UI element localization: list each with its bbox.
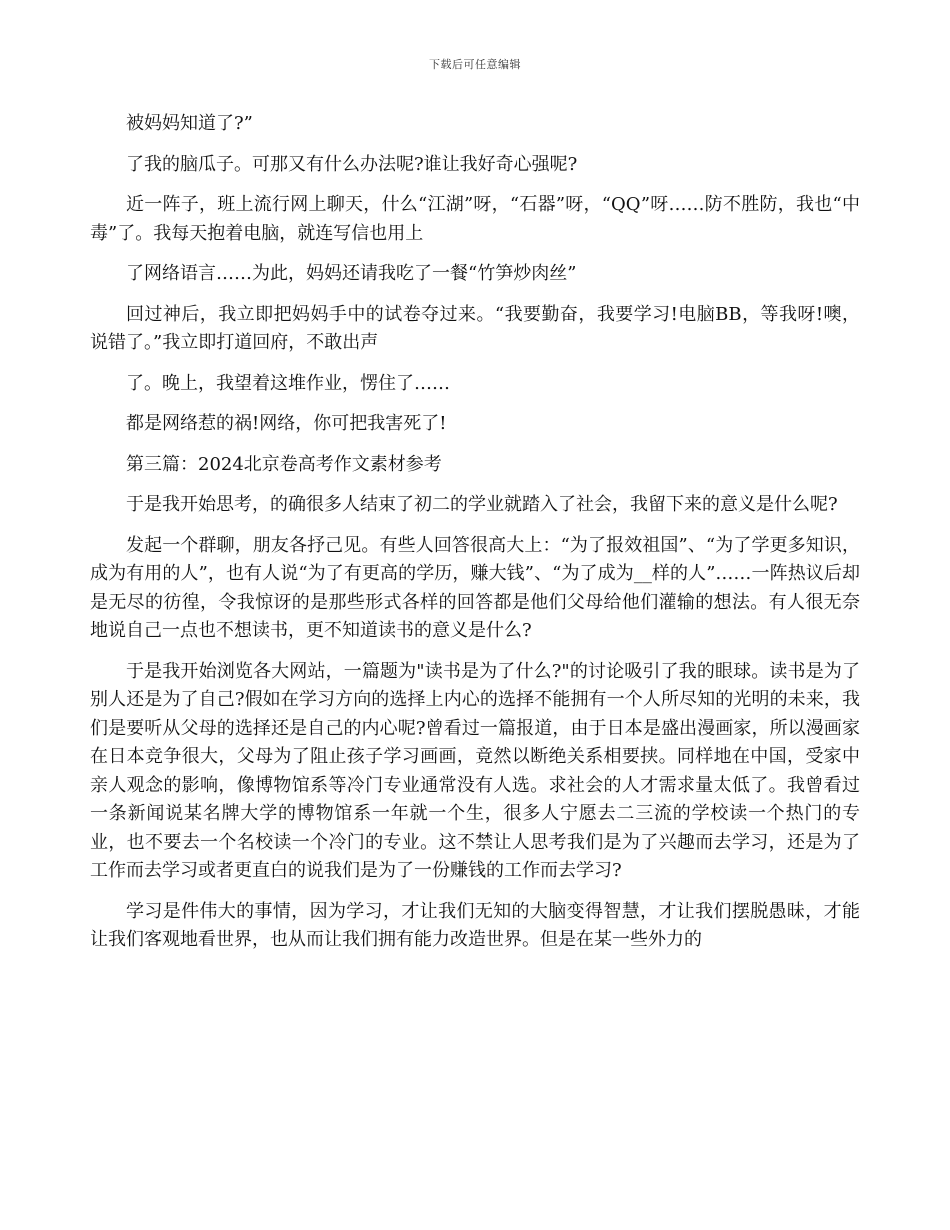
paragraph: 了。晚上，我望着这堆作业，愣住了……	[126, 372, 450, 394]
paragraph: 发起一个群聊，朋友各抒己见。有些人回答很高大上：“为了报效祖国”、“为了学更多知识，成为有用的人”，也有人说“为了有更高的学历，赚大钱”、“为了成为__样的人”……一阵热议后却是无尽的彷徨，令我惊讶的是那些形式各样的回答都是他们父母给他们灌输的想法。有人很无奈地说自己一点也不想读书，更不知道读书的意义是什么?	[90, 534, 860, 641]
document-body	[90, 110, 860, 967]
paragraph: 学习是件伟大的事情，因为学习，才让我们无知的大脑变得智慧，才让我们摆脱愚昧，才能让我们客观地看世界，也从而让我们拥有能力改造世界。但是在某一些外力的	[90, 900, 860, 950]
page-header: 下载后可任意编辑	[429, 58, 521, 71]
paragraph: 于是我开始浏览各大网站，一篇题为"读书是为了什么?"的讨论吸引了我的眼球。读书是为了别人还是为了自己?假如在学习方向的选择上内心的选择不能拥有一个人所尽知的光明的未来，我们是要听从父母的选择还是自己的内心呢?曾看过一篇报道，由于日本是盛出漫画家，所以漫画家在日本竞争很大，父母为了阻止孩子学习画画，竟然以断绝关系相要挟。同样地在中国，受家中亲人观念的影响，像博物馆系等冷门专业通常没有人选。求社会的人才需求量太低了。我曾看过一条新闻说某名牌大学的博物馆系一年就一个生，很多人宁愿去二三流的学校读一个热门的专业，也不要去一个名校读一个冷门的专业。这不禁让人思考我们是为了兴趣而去学习，还是为了工作而去学习或者更直白的说我们是为了一份赚钱的工作而去学习?	[90, 660, 860, 881]
paragraph: 近一阵子，班上流行网上聊天，什么“江湖”呀，“石器”呀，“QQ”呀……防不胜防，我也“中毒”了。我每天抱着电脑，就连写信也用上	[90, 194, 860, 244]
paragraph: 回过神后，我立即把妈妈手中的试卷夺过来。“我要勤奋，我要学习!电脑BB，等我呀!噢，说错了。”我立即打道回府，不敢出声	[90, 303, 860, 353]
paragraph: 了我的脑瓜子。可那又有什么办法呢?谁让我好奇心强呢?	[126, 153, 578, 175]
paragraph: 被妈妈知道了?”	[126, 113, 253, 134]
paragraph: 于是我开始思考，的确很多人结束了初二的学业就踏入了社会，我留下来的意义是什么呢?	[126, 494, 838, 515]
paragraph: 了网络语言……为此，妈妈还请我吃了一餐“竹笋炒肉丝”	[126, 263, 577, 284]
section-heading: 第三篇：2024北京卷高考作文素材参考	[126, 453, 442, 475]
paragraph: 都是网络惹的祸!网络，你可把我害死了!	[126, 413, 447, 434]
